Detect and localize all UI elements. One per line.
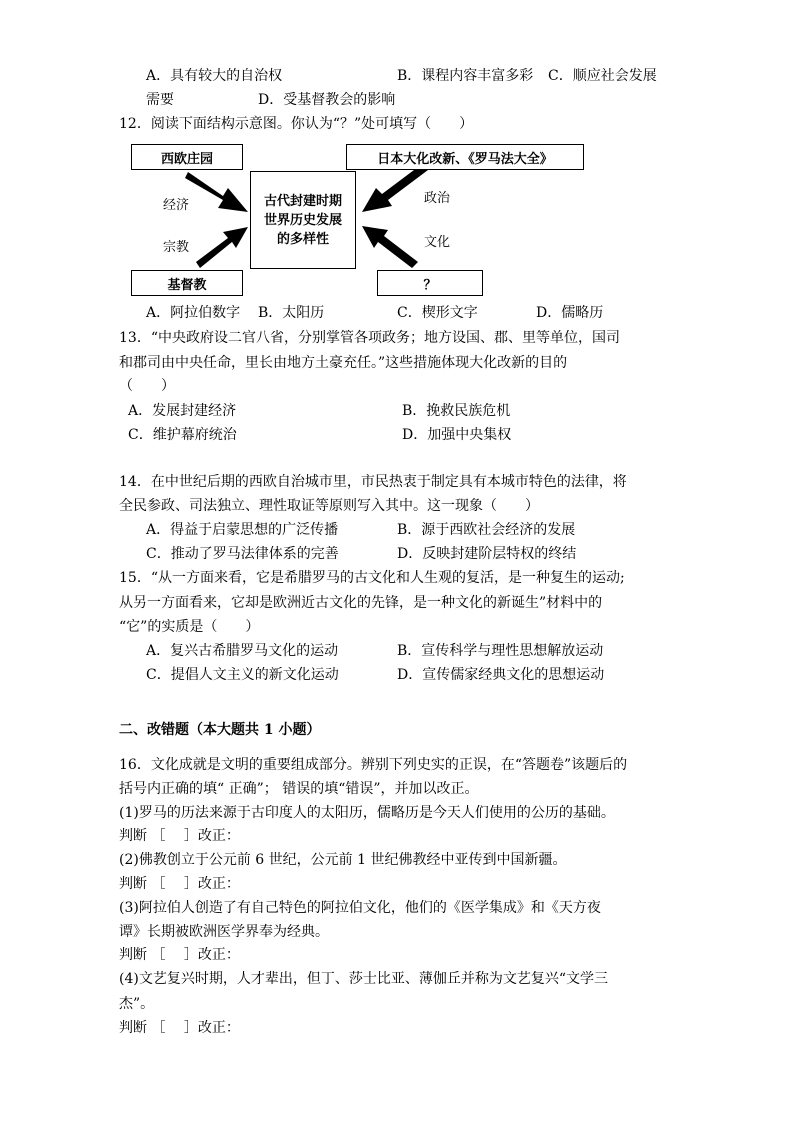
- q16-item-4b: 杰”。: [119, 996, 155, 1012]
- q14-line-2: 全民参政、司法独立、理性取证等原则写入其中。这一现象（ ）: [119, 498, 539, 514]
- box-diversity-center: [250, 171, 356, 269]
- q13-line-1: 13．“中央政府设二官八省，分别掌管各项政务；地方设国、郡、里等单位，国司: [119, 330, 620, 346]
- q16-item-3a: (3)阿拉伯人创造了有自己特色的阿拉伯文化，他们的《医学集成》和《天方夜: [119, 900, 601, 916]
- box-western-manor: 西欧庄园: [131, 144, 243, 170]
- q16-line-2: 括号内正确的填“ 正确”； 错误的填“错误”，并加以改正。: [119, 781, 479, 797]
- q12-option-d: D．儒略历: [536, 305, 604, 321]
- q15-option-a: A．复兴古希腊罗马文化的运动: [146, 643, 339, 659]
- q16-item-2: (2)佛教创立于公元前 6 世纪，公元前 1 世纪佛教经中亚传到中国新疆。: [119, 852, 567, 868]
- label-economy: 经济: [163, 198, 190, 213]
- q12-option-a: A．阿拉伯数字: [146, 305, 241, 321]
- q15-option-b: B．宣传科学与理性思想解放运动: [397, 643, 604, 659]
- q16-line-1: 16．文化成就是文明的重要组成部分。辨别下列史实的正误，在“答题卷”该题后的: [119, 757, 628, 773]
- box-christianity: 基督教: [131, 270, 243, 296]
- q14-option-d: D．反映封建阶层特权的终结: [397, 546, 577, 562]
- q15-option-c: C．提倡人文主义的新文化运动: [146, 667, 339, 683]
- q14-line-1: 14．在中世纪后期的西欧自治城市里，市民热衷于制定具有本城市特色的法律，将: [119, 474, 627, 490]
- q13-line-3: （ ）: [119, 378, 175, 394]
- q16-item-1: (1)罗马的历法来源于古印度人的太阳历，儒略历是今天人们使用的公历的基础。: [119, 805, 615, 821]
- q13-line-2: 和郡司由中央任命，里长由地方土豪充任。”这些措施体现大化改新的目的: [119, 355, 568, 371]
- center-line-2: 世界历史发展: [263, 212, 342, 228]
- center-line-3: 的多样性: [276, 231, 329, 247]
- box-question-mark: ？: [377, 270, 483, 296]
- q11-option-d: D．受基督教会的影响: [258, 92, 396, 108]
- q11-option-c: C．顺应社会发展: [548, 68, 657, 84]
- q16-judge-4: 判断 ［ ］改正：: [119, 1020, 240, 1036]
- arrow-culture: [362, 226, 418, 268]
- q11-option-a: A．具有较大的自治权: [146, 68, 283, 84]
- box-taika-reform: 日本大化改新、《罗马法大全》: [346, 144, 584, 170]
- q13-option-d: D．加强中央集权: [402, 427, 512, 443]
- arrow-religion: [196, 227, 248, 268]
- q16-judge-1: 判断 ［ ］改正：: [119, 828, 240, 844]
- label-culture: 文化: [424, 235, 451, 250]
- q12-stem: 12．阅读下面结构示意图。你认为“？”处可填写（ ）: [119, 116, 474, 132]
- arrow-economy: [185, 172, 248, 212]
- q11-option-b: B．课程内容丰富多彩: [397, 68, 534, 84]
- center-line-1: 古代封建时期: [263, 193, 342, 209]
- q16-judge-2: 判断 ［ ］改正：: [119, 876, 240, 892]
- q13-option-b: B．挽救民族危机: [402, 403, 511, 419]
- q16-item-3b: 谭》长期被欧洲医学界奉为经典。: [119, 924, 329, 940]
- q12-option-b: B．太阳历: [258, 305, 325, 321]
- q11-option-c-continued: 需要: [146, 92, 174, 108]
- label-religion: 宗教: [163, 240, 190, 255]
- q16-judge-3: 判断 ［ ］改正：: [119, 947, 240, 963]
- q12-option-c: C．楔形文字: [397, 305, 478, 321]
- q14-option-c: C．推动了罗马法律体系的完善: [146, 546, 339, 562]
- arrow-politics: [362, 164, 428, 212]
- q15-line-2: 从另一方面看来，它却是欧洲近古文化的先锋，是一种文化的新诞生”材料中的: [119, 595, 603, 611]
- q15-line-1: 15．“从一方面来看，它是希腊罗马的古文化和人生观的复活，是一种复生的运动;: [119, 570, 625, 586]
- section-2-title: 二、改错题（本大题共 1 小题）: [119, 722, 321, 738]
- q15-option-d: D．宣传儒家经典文化的思想运动: [397, 667, 605, 683]
- q13-option-a: A．发展封建经济: [128, 403, 237, 419]
- q13-option-c: C．维护幕府统治: [128, 427, 237, 443]
- q14-option-b: B．源于西欧社会经济的发展: [397, 522, 576, 538]
- label-politics: 政治: [424, 191, 451, 206]
- q14-option-a: A．得益于启蒙思想的广泛传播: [146, 522, 339, 538]
- q16-item-4a: (4)文艺复兴时期，人才辈出，但丁、莎士比亚、薄伽丘并称为文艺复兴“文学三: [119, 971, 608, 987]
- q15-line-3: “它”的实质是（ ）: [119, 619, 260, 635]
